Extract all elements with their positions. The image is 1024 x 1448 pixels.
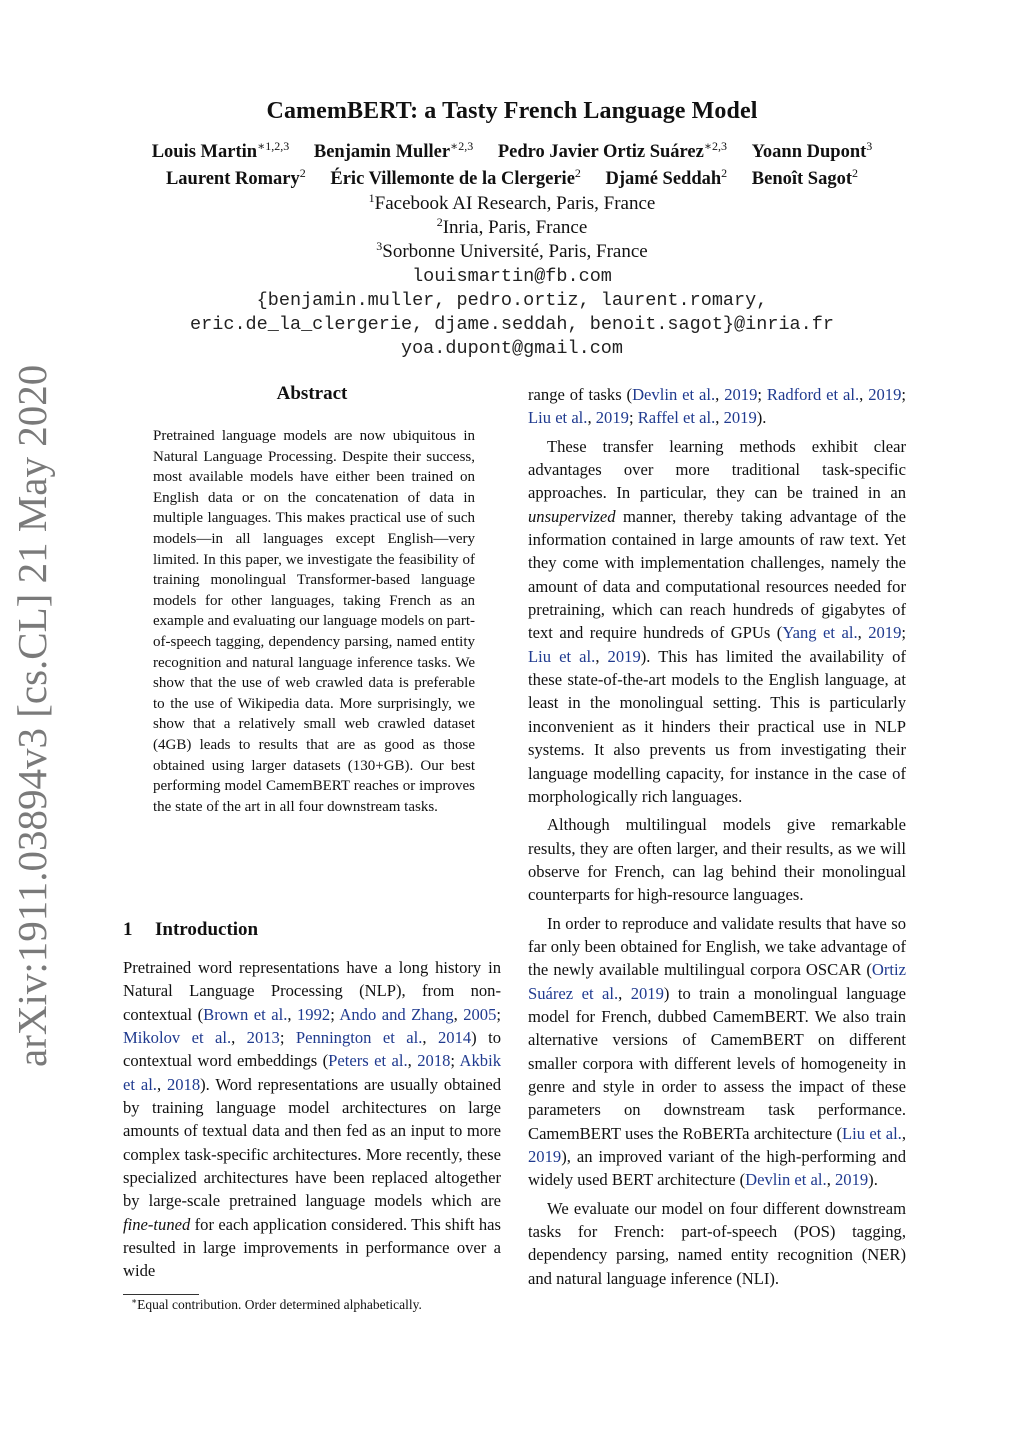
citation-link[interactable]: 2019 [630,983,664,1003]
citation-link[interactable]: 2019 [595,408,629,428]
citation-link[interactable]: 2019 [834,1170,869,1190]
abstract-text: Pretrained language models are now ubiquitous in Natural Language Processing. Despite their success, most available models have either been trained on English data or on the concatenation of data in multiple languages. This makes practical use of such models—in all languages except English—very limited. In this paper, we investigate the feasibility of training monolingual Transformer-based language models for other languages, taking French as an example and evaluating our language models on part-of-speech tagging, dependency parsing, named entity recognition and natural language inference tasks. We show that the use of web crawled data is preferable to the use of Wikipedia data. More surprisingly, we show that a relatively small web crawled dataset (4GB) leads to results that are as good as those obtained using larger datasets (130+GB). Our best performing model CamemBERT reaches or improves the state of the art in all four downstream tasks. [153,428,475,815]
citation-link[interactable]: 2014 [437,1028,472,1048]
citation-link[interactable]: Liu et al. [842,1123,902,1143]
paragraph: Although multilingual models give remarkable results, they are often larger, and their results, as we will observe for French, can lag behind their monolingual counterparts for high-resource languages. [528,815,906,905]
citation-link[interactable]: Devlin et al. [632,385,716,404]
citation-link[interactable]: 2018 [166,1074,201,1094]
author: Yoann Dupont$^3$ [751,139,873,162]
email-line: {benjamin.muller, pedro.ortiz, laurent.romary, [256,290,768,311]
citation-link[interactable]: Peters et al. [328,1051,408,1071]
emphasis: fine-tuned [123,1214,191,1234]
citation-link[interactable]: Pennington et al. [295,1028,423,1048]
paragraph: In order to reproduce and validate results that have so far only been obtained for English, we take advantage of the newly available multilingual corpora OSCAR (Ortiz Suárez et al., 2019) to train a monolingual language model for French, dubbed CamemBERT. We also train alternative versions of CamemBERT on different smaller corpora with different levels of homogeneity in genre and style in order to assess the impact of these parameters on downstream task performance. CamemBERT uses the RoBERTa architecture (Liu et al., 2019), an improved variant of the high-performing and widely used BERT architecture (Devlin et al., 2019). [528,913,906,1190]
citation-link[interactable]: Brown et al. [203,1004,288,1024]
author: Laurent Romary$^2$ [165,166,306,189]
emphasis: unsupervized [528,506,616,526]
citation-link[interactable]: 2019 [868,385,902,404]
footnote: ∗Equal contribution. Order determined alphabetically. [131,1296,422,1312]
author: Benjamin Muller$^{∗2,3}$ [313,139,474,162]
author-row-1 [0,139,1024,163]
citation-link[interactable]: 2019 [724,385,758,404]
citation-link[interactable]: Liu et al. [528,408,588,428]
footnote-rule [123,1294,199,1295]
author-row-2 [0,166,1024,190]
arxiv-stamp: arXiv:1911.03894v3 [cs.CL] 21 May 2020 [9,364,55,1067]
paragraph: range of tasks (Devlin et al., 2019; Radford et al., 2019; Liu et al., 2019; Raffel et al., 2019). [528,385,907,428]
author: Pedro Javier Ortiz Suárez$^{∗2,3}$ [497,139,727,162]
paragraph: Pretrained word representations have a long history in Natural Language Processing (NLP), from non-contextual (Brown et al., 1992; Ando and Zhang, 2005; Mikolov et al., 2013; Pennington et al., 2014) to contextual word embeddings (Peters et al., 2018; Akbik et al., 2018). Word representations are usually obtained by training language model architectures on large amounts of textual data and then fed as an input to more complex task-specific architectures. More recently, these specialized architectures have been replaced altogether by large-scale pretrained language models which are fine-tuned for each application considered. This shift has resulted in large improvements in performance over a wide [123,958,502,1281]
affiliation: $^2$Inria, Paris, France [436,215,588,238]
email-line: yoa.dupont@gmail.com [400,338,624,359]
citation-link[interactable]: Radford et al. [766,385,860,404]
abstract-heading: Abstract [276,383,348,404]
citation-link[interactable]: 2019 [868,623,902,643]
citation-link[interactable]: 1992 [297,1004,331,1024]
right-column-body [528,383,906,1290]
citation-link[interactable]: 2005 [463,1004,497,1024]
citation-link[interactable]: Yang et al. [782,623,858,643]
affiliation: $^1$Facebook AI Research, Paris, France [368,191,656,214]
author: Djamé Seddah$^2$ [605,166,728,189]
citation-link[interactable]: 2019 [528,1147,562,1166]
email-line: louismartin@fb.com [412,266,612,287]
author: Éric Villemonte de la Clergerie$^2$ [330,166,581,189]
paper-title: CamemBERT: a Tasty French Language Model [266,98,758,124]
author: Benoît Sagot$^2$ [751,166,859,189]
citation-link[interactable]: 2019 [607,646,641,666]
section-heading: 1 Introduction [123,919,259,940]
citation-link[interactable]: Devlin et al. [745,1170,827,1190]
email-line: eric.de_la_clergerie, djame.seddah, benoit.sagot}@inria.fr [190,314,834,335]
paragraph: We evaluate our model on four different downstream tasks for French: part-of-speech (POS) tagging, dependency parsing, named entity recognition (NER) and natural language inference (NLI). [528,1198,906,1288]
affiliation: $^3$Sorbonne Université, Paris, France [376,239,648,262]
citation-link[interactable]: Liu et al. [528,646,596,666]
author: Louis Martin$^{∗1,2,3}$ [151,139,290,162]
left-column-body [123,956,501,1283]
citation-link[interactable]: Mikolov et al. [123,1028,232,1048]
citation-link[interactable]: 2019 [723,408,757,428]
citation-link[interactable]: 2018 [417,1051,451,1071]
citation-link[interactable]: 2013 [246,1028,280,1048]
citation-link[interactable]: Ortiz Suárez et al. [528,960,906,1003]
citation-link[interactable]: Ando and Zhang [339,1004,454,1024]
paragraph: These transfer learning methods exhibit clear advantages over more traditional task-specific approaches. In particular, they can be trained in an unsupervized manner, thereby taking advantage of the information contained in large amounts of raw text. Yet they come with implementation challenges, namely the amount of data and computational resources needed for pretraining, which can reach hundreds of gigabytes of text and require hundreds of GPUs (Yang et al., 2019; Liu et al., 2019). This has limited the availability of these state-of-the-art models to the English language, at least in the monolingual setting. This is particularly inconvenient as it hinders their practical use in NLP systems. It also prevents us from investigating their language modelling capacity, for instance in the case of morphologically rich languages. [528,436,906,806]
citation-link[interactable]: Akbik et al. [123,1051,501,1094]
citation-link[interactable]: Raffel et al. [637,408,716,428]
